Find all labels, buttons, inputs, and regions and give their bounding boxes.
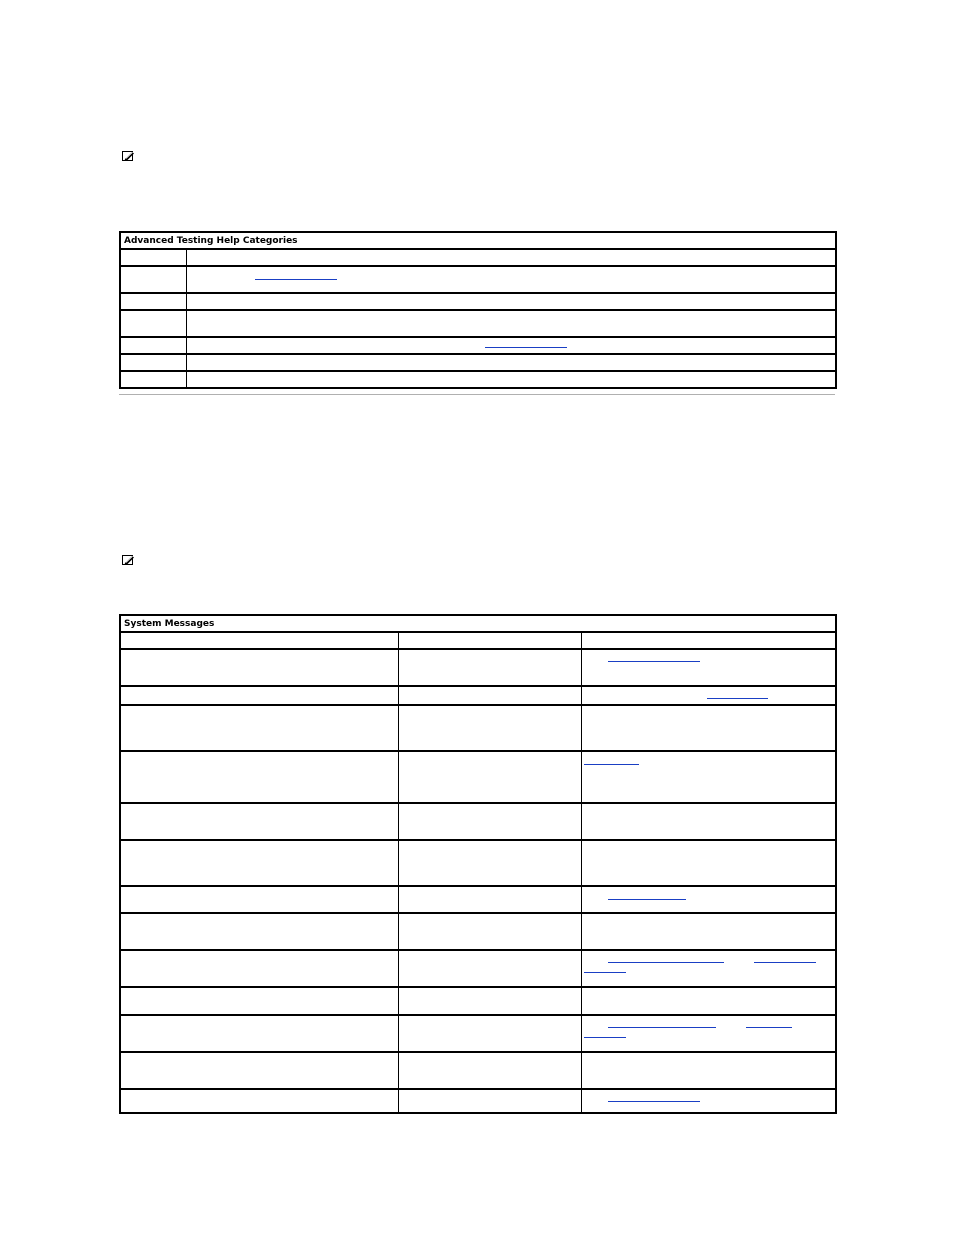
cross-reference-link[interactable] <box>608 1027 716 1028</box>
table-row <box>120 337 836 354</box>
table-row <box>120 1089 836 1113</box>
table-cell <box>581 803 836 840</box>
table-cell <box>581 649 836 686</box>
table-row <box>120 266 836 293</box>
table-cell <box>120 1089 398 1113</box>
table-cell <box>398 1052 581 1089</box>
table-cell <box>398 1015 581 1052</box>
table-cell <box>186 293 836 310</box>
table-row <box>120 310 836 337</box>
cross-reference-link[interactable] <box>608 661 700 662</box>
table-cell <box>398 803 581 840</box>
system-messages-table <box>119 614 837 1114</box>
table-cell <box>120 310 186 337</box>
cross-reference-link[interactable] <box>608 1101 700 1102</box>
table-row <box>120 705 836 751</box>
table-cell <box>120 913 398 950</box>
cross-reference-link[interactable] <box>584 972 626 973</box>
table-cell <box>581 1089 836 1113</box>
column-header <box>581 632 836 649</box>
table-cell <box>581 987 836 1015</box>
table-cell <box>186 249 836 266</box>
section-divider <box>119 394 835 395</box>
table-cell <box>120 293 186 310</box>
table-row <box>120 987 836 1015</box>
table-cell <box>120 987 398 1015</box>
advanced-table-title: Advanced Testing Help Categories <box>120 232 836 249</box>
table-row <box>120 950 836 987</box>
table-row <box>120 803 836 840</box>
table-row <box>120 1052 836 1089</box>
table-cell <box>120 803 398 840</box>
table-cell <box>581 1015 836 1052</box>
note-pencil-icon <box>122 554 136 566</box>
table-row <box>120 886 836 913</box>
table-cell <box>398 987 581 1015</box>
note-pencil-icon <box>122 150 136 162</box>
table-cell <box>120 686 398 705</box>
table-cell <box>398 950 581 987</box>
cross-reference-link[interactable] <box>584 764 639 765</box>
table-row <box>120 249 836 266</box>
table-row <box>120 371 836 388</box>
table-cell <box>398 913 581 950</box>
table-row <box>120 649 836 686</box>
cross-reference-link[interactable] <box>608 899 686 900</box>
table-cell <box>186 310 836 337</box>
table-cell <box>120 249 186 266</box>
table-cell <box>186 266 836 293</box>
cross-reference-link[interactable] <box>746 1027 792 1028</box>
system-messages-title: System Messages <box>120 615 836 632</box>
table-cell <box>398 751 581 803</box>
table-cell <box>120 649 398 686</box>
cross-reference-link[interactable] <box>255 279 337 280</box>
table-row <box>120 686 836 705</box>
table-cell <box>581 840 836 886</box>
cross-reference-link[interactable] <box>584 1037 626 1038</box>
table-row <box>120 913 836 950</box>
table-cell <box>398 886 581 913</box>
table-cell <box>120 840 398 886</box>
table-cell <box>120 371 186 388</box>
table-cell <box>120 1052 398 1089</box>
table-row <box>120 840 836 886</box>
column-header <box>398 632 581 649</box>
table-cell <box>581 751 836 803</box>
column-header <box>120 632 398 649</box>
table-cell <box>120 886 398 913</box>
table-cell <box>120 950 398 987</box>
table-cell <box>581 950 836 987</box>
table-cell <box>120 1015 398 1052</box>
table-cell <box>398 1089 581 1113</box>
table-cell <box>581 705 836 751</box>
table-cell <box>581 913 836 950</box>
table-cell <box>581 686 836 705</box>
table-cell <box>186 337 836 354</box>
table-row <box>120 751 836 803</box>
advanced-testing-help-table <box>119 231 837 389</box>
table-cell <box>398 686 581 705</box>
table-cell <box>581 886 836 913</box>
table-cell <box>398 840 581 886</box>
cross-reference-link[interactable] <box>707 698 768 699</box>
table-cell <box>398 649 581 686</box>
cross-reference-link[interactable] <box>485 347 567 348</box>
table-cell <box>398 705 581 751</box>
table-cell <box>186 354 836 371</box>
cross-reference-link[interactable] <box>608 962 724 963</box>
cross-reference-link[interactable] <box>754 962 816 963</box>
table-cell <box>120 337 186 354</box>
table-row <box>120 293 836 310</box>
table-row <box>120 1015 836 1052</box>
table-header-row <box>120 632 836 649</box>
table-cell <box>186 371 836 388</box>
table-cell <box>120 751 398 803</box>
table-row <box>120 354 836 371</box>
table-cell <box>120 705 398 751</box>
table-cell <box>581 1052 836 1089</box>
table-cell <box>120 266 186 293</box>
table-cell <box>120 354 186 371</box>
